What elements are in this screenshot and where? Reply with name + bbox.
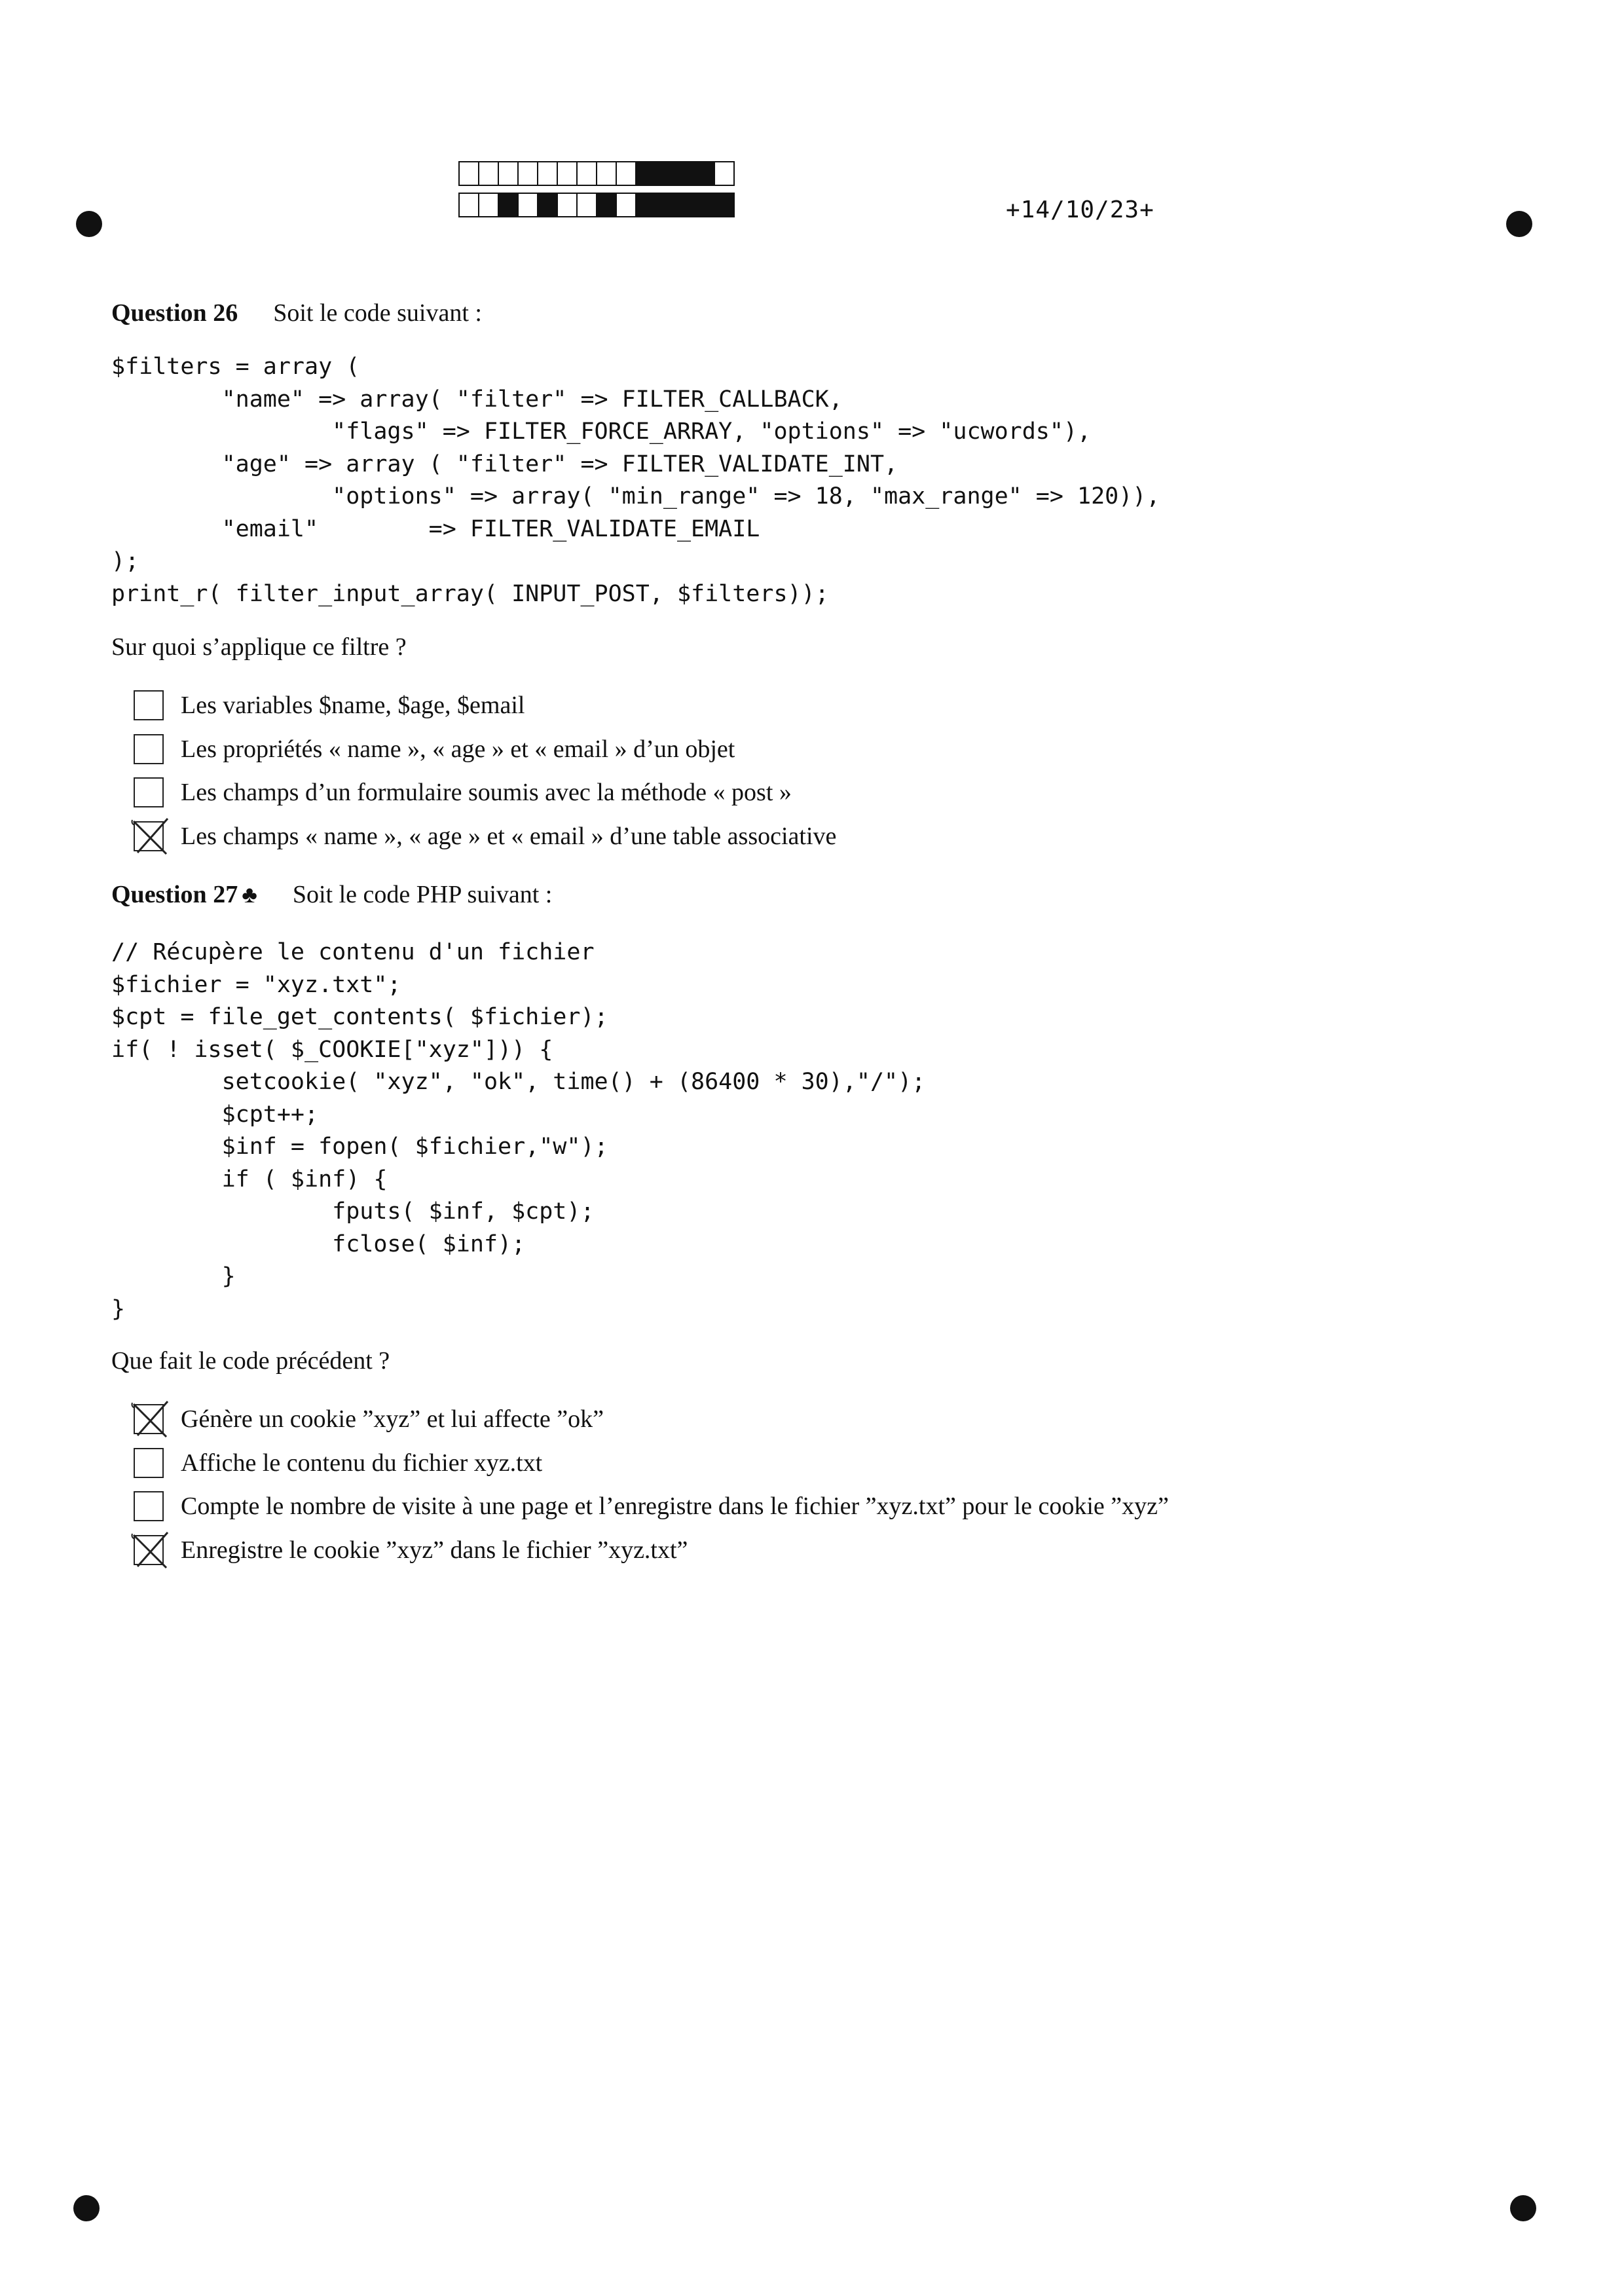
answer-label: Les champs d’un formulaire soumis avec la méthode « post » [181, 779, 792, 807]
code-cell [635, 193, 656, 217]
code-cell [596, 161, 617, 186]
code-cell [674, 193, 695, 217]
answer-label: Enregistre le cookie ”xyz” dans le fichier ”xyz.txt” [181, 1536, 688, 1564]
code-cell [694, 161, 715, 186]
code-cell [557, 193, 578, 217]
id-code-strip-2 [458, 193, 733, 219]
code-block: // Récupère le contenu d'un fichier $fichier = "xyz.txt"; $cpt = file_get_contents( $fichier); if( ! isset( $_COOKIE["xyz"])) { setcookie( "xyz", "ok", time() + (86400 * 30),"/"); $cpt++; $inf = fopen( $fichier,"w"); if ( $inf) { fputs( $inf, $cpt); fclose( $inf); } } [111, 939, 926, 1322]
checkbox-icon[interactable] [134, 1491, 164, 1521]
registration-mark-top-left [76, 211, 102, 237]
answer-label: Affiche le contenu du fichier xyz.txt [181, 1449, 543, 1477]
registration-mark-bottom-right [1510, 2195, 1536, 2221]
answer-label: Génère un cookie ”xyz” et lui affecte ”ok” [181, 1405, 604, 1434]
answer-label: Les champs « name », « age » et « email » d’une table associative [181, 822, 837, 850]
code-cell [694, 193, 715, 217]
id-code-strip-1 [458, 161, 733, 187]
code-cell [576, 193, 597, 217]
code-cell [596, 193, 617, 217]
code-cell [478, 161, 499, 186]
code-block: $filters = array ( "name" => array( "filter" => FILTER_CALLBACK, "flags" => FILTER_FORCE_ARRAY, "options" => "ucwords"), "age" => array ( "filter" => FILTER_VALIDATE_INT, "options" => array( "min_range" => 18, "max_range" => 120)), "email" => FILTER_VALIDATE_EMAIL ); print_r( filter_input_array( INPUT_POST, $filters)); [111, 354, 1160, 607]
code-cell [498, 193, 519, 217]
question-prompt: Que fait le code précédent ? [111, 1347, 390, 1375]
code-cell [458, 161, 479, 186]
question-number: Question 26 [111, 299, 238, 327]
exam-id: +14/10/23+ [1006, 196, 1154, 223]
code-cell [458, 193, 479, 217]
checked-box-icon[interactable] [134, 821, 164, 851]
code-cell [616, 193, 637, 217]
answer-label: Compte le nombre de visite à une page et l’enregistre dans le fichier ”xyz.txt” pour le cookie ”xyz” [181, 1492, 1169, 1521]
code-cell [498, 161, 519, 186]
registration-mark-bottom-left [73, 2195, 100, 2221]
code-cell [635, 161, 656, 186]
question-26-header [111, 299, 482, 327]
code-cell [714, 161, 735, 186]
question-number [111, 880, 257, 909]
code-cell [655, 193, 676, 217]
code-cell [674, 161, 695, 186]
code-cell [714, 193, 735, 217]
checkbox-icon[interactable] [134, 1448, 164, 1478]
answer-option [134, 1485, 1378, 1528]
code-cell [517, 161, 538, 186]
answer-option [134, 1398, 1378, 1441]
question-27-header [111, 880, 552, 909]
checked-box-icon[interactable] [134, 1535, 164, 1565]
answer-label: Les propriétés « name », « age » et « email » d’un objet [181, 735, 735, 763]
code-cell [576, 161, 597, 186]
code-cell [537, 193, 558, 217]
answer-list [134, 684, 1378, 858]
code-cell [517, 193, 538, 217]
code-cell [655, 161, 676, 186]
answer-option [134, 728, 1378, 771]
answer-option [134, 771, 1378, 815]
club-icon: ♣ [242, 881, 257, 908]
question-intro: Soit le code PHP suivant : [292, 881, 553, 908]
checked-box-icon[interactable] [134, 1404, 164, 1434]
answer-option [134, 1528, 1378, 1572]
registration-mark-top-right [1506, 211, 1532, 237]
checkbox-icon[interactable] [134, 734, 164, 764]
code-cell [616, 161, 637, 186]
code-cell [537, 161, 558, 186]
answer-option [134, 1441, 1378, 1485]
question-prompt: Sur quoi s’applique ce filtre ? [111, 633, 407, 661]
answer-option [134, 684, 1378, 728]
code-cell [478, 193, 499, 217]
question-intro: Soit le code suivant : [273, 299, 482, 327]
answer-list [134, 1398, 1378, 1572]
code-cell [557, 161, 578, 186]
question-number-text: Question 27 [111, 881, 238, 908]
answer-label: Les variables $name, $age, $email [181, 692, 525, 720]
checkbox-icon[interactable] [134, 777, 164, 807]
checkbox-icon[interactable] [134, 690, 164, 720]
answer-option [134, 815, 1378, 859]
